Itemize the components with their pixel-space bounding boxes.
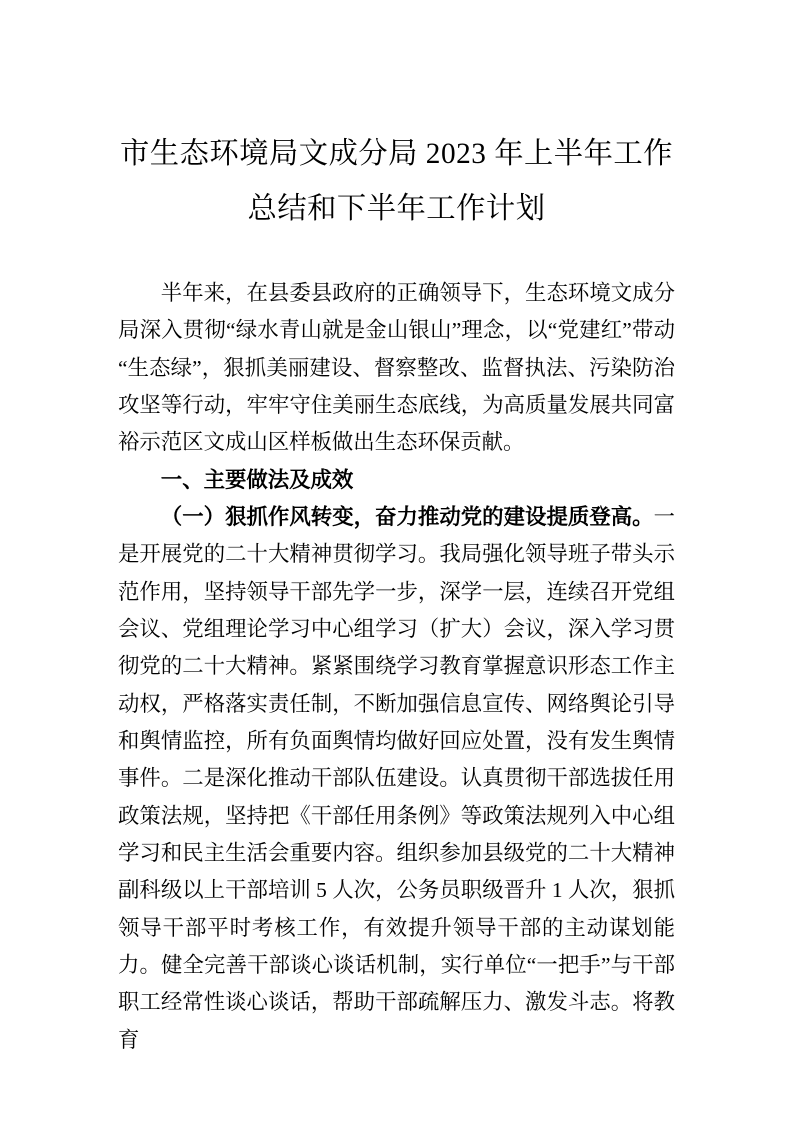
section-1-paragraph (118, 499, 675, 1059)
document-title (118, 127, 675, 237)
section-heading-main-practices (118, 462, 675, 499)
document-title-line-1: 市生态环境局文成分局 2023 年上半年工作 (120, 138, 673, 170)
emphasis-text: 一、主要做法及成效 (160, 467, 354, 492)
document-body (118, 275, 675, 1059)
emphasis-text: （一）狠抓作风转变，奋力推动党的建设提质登高。 (160, 504, 654, 529)
intro-paragraph (118, 275, 675, 462)
body-text: 半年来，在县委县政府的正确领导下，生态环境文成分局深入贯彻“绿水青山就是金山银山”理念，以“党建红”带动“生态绿”，狠抓美丽建设、督察整改、监督执法、污染防治攻坚等行动，牢牢守住美丽生态底线，为高质量发展共同富裕示范区文成山区样板做出生态环保贡献。 (118, 281, 675, 455)
body-text: 一是开展党的二十大精神贯彻学习。我局强化领导班子带头示范作用，坚持领导干部先学一步，深学一层，连续召开党组会议、党组理论学习中心组学习（扩大）会议，深入学习贯彻党的二十大精神。紧紧围绕学习教育掌握意识形态工作主动权，严格落实责任制，不断加强信息宣传、网络舆论引导和舆情监控，所有负面舆情均做好回应处置，没有发生舆情事件。二是深化推动干部队伍建设。认真贯彻干部选拔任用政策法规，坚持把《干部任用条例》等政策法规列入中心组学习和民主生活会重要内容。组织参加县级党的二十大精神副科级以上干部培训 5 人次，公务员职级晋升 1 人次，狠抓领导干部平时考核工作，有效提升领导干部的主动谋划能力。健全完善干部谈心谈话机制，实行单位“一把手”与干部职工经常性谈心谈话，帮助干部疏解压力、激发斗志。将教育 (118, 504, 675, 1052)
document-title-line-2: 总结和下半年工作计划 (247, 193, 546, 225)
